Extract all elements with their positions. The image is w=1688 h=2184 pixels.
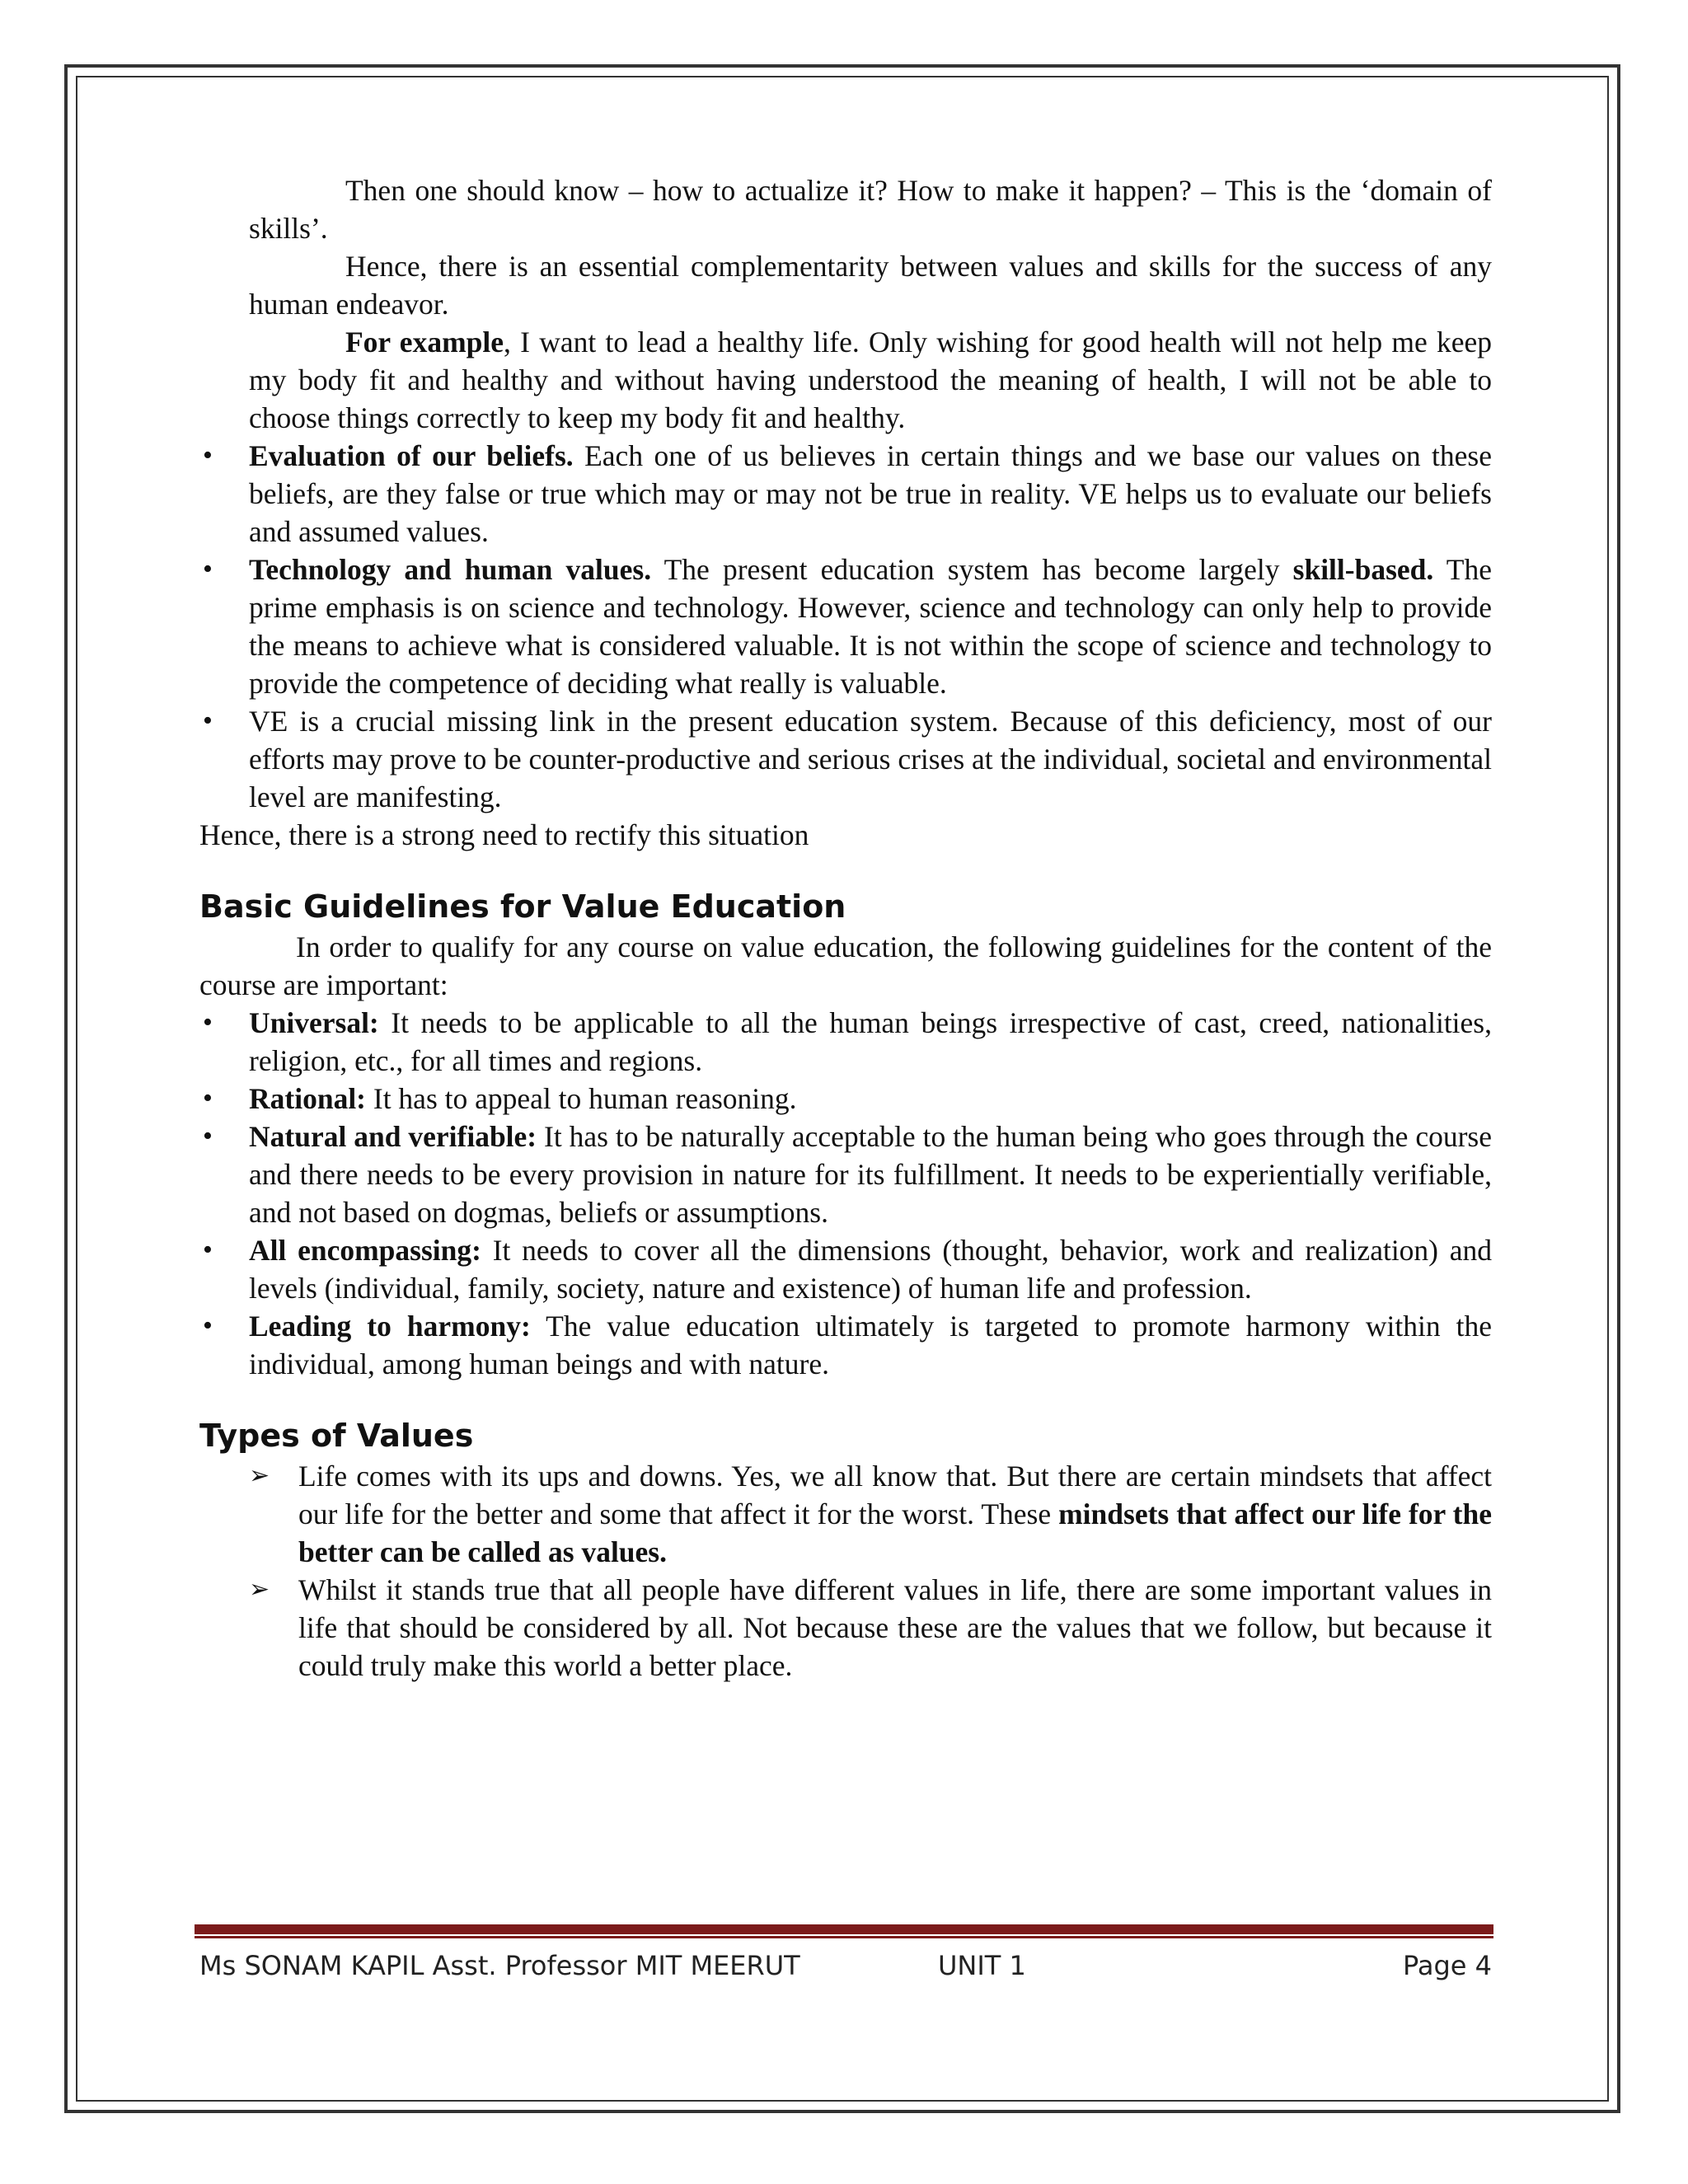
footer-unit: UNIT 1	[938, 1950, 1026, 1981]
list-item	[199, 437, 1492, 551]
footer-page-number: Page 4	[1403, 1950, 1492, 1981]
list-item-text: It has to be naturally acceptable to the human being who goes through the course and there needs to be every provision in nature for its fulfillment. It needs to be experientially verifiable, and not based on dogmas, beliefs or assumptions.	[249, 1120, 1493, 1229]
beliefs-bullet-list	[199, 437, 1492, 816]
list-item-text: Each one of us believes in certain things and we base our values on these beliefs, are they false or true which may or may not be true in reality. VE helps us to evaluate our beliefs and assumed values.	[249, 439, 1492, 548]
footer-rule	[195, 1924, 1493, 1934]
list-item	[199, 1457, 1492, 1571]
bullet-dot-icon: •	[203, 554, 213, 584]
list-item-text: The prime emphasis is on science and technology. However, science and technology can only help to provide the means to achieve what is considered valuable. It is not within the scope of science and technology to provide the competence of deciding what really is valuable.	[249, 553, 1493, 700]
footer-rule-thin	[195, 1936, 1493, 1938]
list-item-title: Rational:	[249, 1082, 366, 1115]
page-footer	[199, 1945, 1492, 1986]
intro-block	[199, 171, 1492, 437]
bullet-dot-icon: •	[203, 1235, 213, 1265]
list-item	[199, 1571, 1492, 1685]
list-item-text: Whilst it stands true that all people have different values in life, there are some important values in life that should be considered by all. Not because these are the values that we follow, but because it could truly make this world a better place.	[298, 1573, 1492, 1682]
section-heading-types-of-values: Types of Values	[199, 1418, 474, 1454]
list-item-title: Universal:	[249, 1006, 379, 1039]
bullet-dot-icon: •	[203, 1310, 213, 1341]
arrow-bullet-icon: ➢	[249, 1461, 270, 1490]
list-item	[199, 1231, 1492, 1307]
page-content	[199, 171, 1492, 1685]
bullet-dot-icon: •	[203, 705, 213, 736]
list-item-text: The value education ultimately is targeted to promote harmony within the individual, among human beings and with nature.	[249, 1310, 1492, 1380]
intro-paragraph-2: Hence, there is an essential complementarity between values and skills for the success of any human endeavor.	[249, 250, 1492, 321]
guidelines-bullet-list	[199, 1004, 1492, 1383]
values-arrow-list	[199, 1457, 1492, 1685]
section-heading-guidelines: Basic Guidelines for Value Education	[199, 888, 846, 925]
list-item-title: Evaluation of our beliefs.	[249, 439, 574, 472]
intro-paragraph-1: Then one should know – how to actualize it? How to make it happen? – This is the ‘domain of skills’.	[249, 174, 1492, 245]
list-item	[199, 1118, 1492, 1231]
footer-author: Ms SONAM KAPIL Asst. Professor MIT MEERUT	[199, 1950, 800, 1981]
list-item-text: It needs to be applicable to all the human beings irrespective of cast, creed, nationalities, religion, etc., for all times and regions.	[249, 1006, 1492, 1077]
example-lead: For example	[345, 326, 504, 359]
arrow-bullet-icon: ➢	[249, 1575, 270, 1604]
list-item-text: It needs to cover all the dimensions (thought, behavior, work and realization) and levels (individual, family, society, nature and existence) of human life and profession.	[249, 1234, 1492, 1305]
example-text: , I want to lead a healthy life. Only wishing for good health will not help me keep my body fit and healthy and without having understood the meaning of health, I will not be able to choose things correctly to keep my body fit and healthy.	[249, 326, 1492, 434]
list-item-text: VE is a crucial missing link in the present education system. Because of this deficiency, most of our efforts may prove to be counter-productive and serious crises at the individual, societal and environmental level are manifesting.	[249, 705, 1492, 813]
list-item	[199, 1080, 1492, 1118]
list-item-emphasis: mindsets that affect our life for the better can be called as values.	[298, 1497, 1492, 1568]
list-item	[199, 551, 1492, 702]
list-item-title: Leading to harmony:	[249, 1310, 531, 1343]
list-item-emphasis: skill-based.	[1292, 553, 1434, 586]
list-item-title: Technology and human values.	[249, 553, 652, 586]
list-item-text: The present education system has become largely	[651, 553, 1293, 586]
bullet-dot-icon: •	[203, 440, 213, 471]
list-item	[199, 1307, 1492, 1383]
conclusion-text: Hence, there is a strong need to rectify this situation	[199, 818, 809, 851]
bullet-dot-icon: •	[203, 1121, 213, 1151]
list-item-title: Natural and verifiable:	[249, 1120, 537, 1153]
list-item	[199, 702, 1492, 816]
list-item-title: All encompassing:	[249, 1234, 481, 1267]
list-item-text: It has to appeal to human reasoning.	[366, 1082, 797, 1115]
list-item-text: Life comes with its ups and downs. Yes, we all know that. But there are certain mindsets that affect our life for the better and some that affect it for the worst. These	[298, 1460, 1492, 1530]
list-item	[199, 1004, 1492, 1080]
bullet-dot-icon: •	[203, 1007, 213, 1038]
guidelines-intro: In order to qualify for any course on value education, the following guidelines for the content of the course are important:	[199, 930, 1492, 1001]
bullet-dot-icon: •	[203, 1083, 213, 1113]
intro-paragraph-3	[249, 323, 1492, 437]
